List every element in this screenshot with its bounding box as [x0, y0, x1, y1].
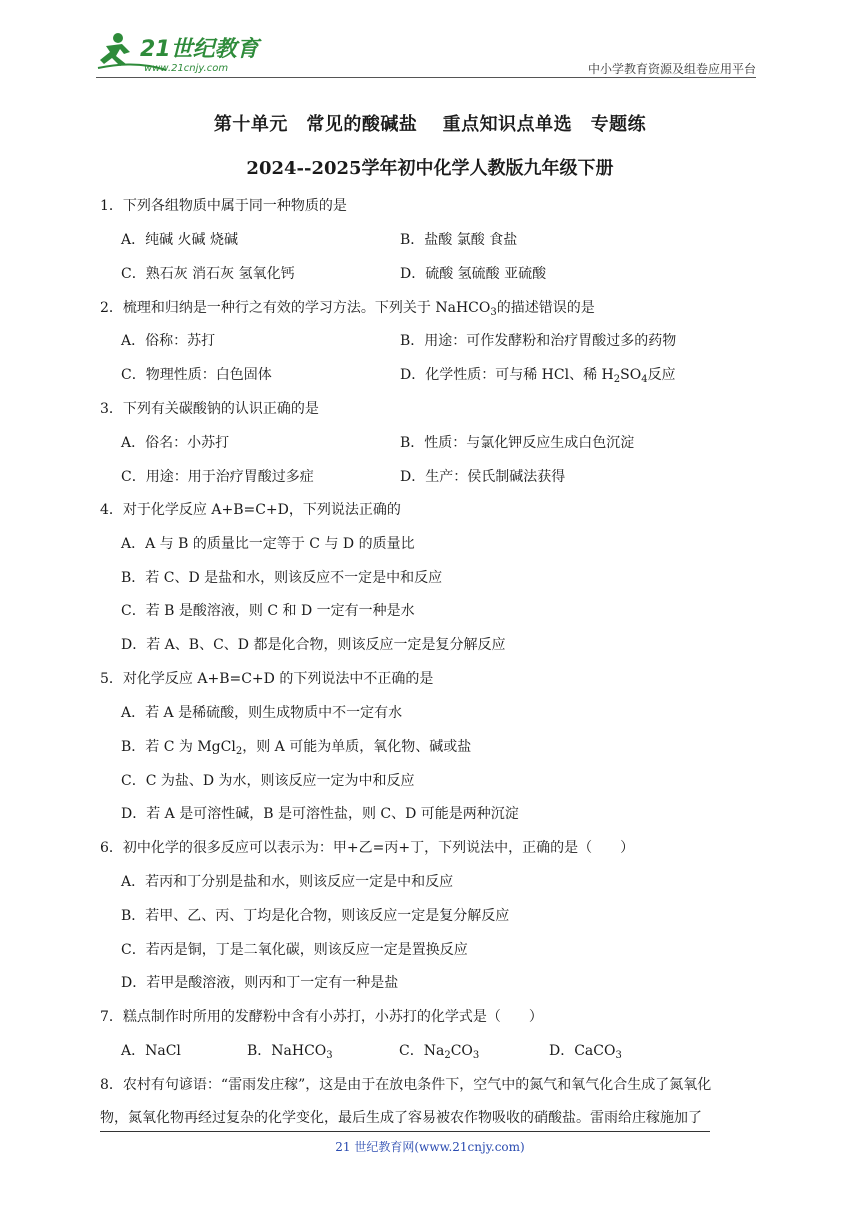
question-3-option-b: B．性质：与氯化钾反应生成白色沉淀: [400, 435, 635, 451]
question-7-option-c: C．$Na_2CO_3$: [399, 1043, 480, 1061]
question-4-option-c: C．若 B 是酸溶液，则 C 和 D 一定有一种是水: [121, 603, 415, 619]
question-5-option-a: A．若 A 是稀硫酸，则生成物质中不一定有水: [121, 705, 403, 721]
question-6-option-b: B．若甲、乙、丙、丁均是化合物，则该反应一定是复分解反应: [121, 908, 510, 924]
footer-divider: [100, 1131, 710, 1132]
question-6-option-d: D．若甲是酸溶液，则丙和丁一定有一种是盐: [121, 975, 399, 991]
page-header: [96, 30, 756, 78]
question-3-option-c: C．用途：用于治疗胃酸过多症: [121, 469, 314, 485]
question-2-option-c: C．物理性质：白色固体: [121, 367, 272, 383]
question-5-option-b: B．若 C 为 MgCl$_2$，则 A 可能为单质，氧化物、碱或盐: [121, 739, 472, 757]
question-3-stem: 3．下列有关碳酸钠的认识正确的是: [100, 401, 319, 417]
21cnjy-logo: [96, 30, 266, 74]
question-5-option-d: D．若 A 是可溶性碱，B 是可溶性盐，则 C、D 可能是两种沉淀: [121, 806, 519, 822]
question-8-stem-line-2: 物，氮氧化物再经过复杂的化学变化，最后生成了容易被农作物吸收的硝酸盐。雷雨给庄稼施加了: [100, 1110, 702, 1126]
question-3-option-a: A．俗名：小苏打: [121, 435, 230, 451]
page-subtitle: 2024--2025学年初中化学人教版九年级下册: [246, 158, 614, 179]
question-2-option-a: A．俗称：苏打: [121, 333, 216, 349]
svg-text:www.21cnjy.com: www.21cnjy.com: [144, 63, 229, 74]
question-6-stem: 6．初中化学的很多反应可以表示为：甲+乙=丙+丁，下列说法中，正确的是（ ）: [100, 840, 635, 856]
question-1-stem: 1．下列各组物质中属于同一种物质的是: [100, 198, 347, 214]
question-1-option-a: A．纯碱 火碱 烧碱: [121, 232, 239, 248]
question-6-option-c: C．若丙是铜，丁是二氧化碳，则该反应一定是置换反应: [121, 942, 468, 958]
svg-text:21世纪教育: 21世纪教育: [140, 37, 259, 62]
question-4-option-a: A．A 与 B 的质量比一定等于 C 与 D 的质量比: [121, 536, 415, 552]
question-7-option-a: A．NaCl: [121, 1043, 181, 1059]
question-2-stem: 2．梳理和归纳是一种行之有效的学习方法。下列关于 NaHCO$_3$的描述错误的是: [100, 300, 595, 318]
header-divider: [96, 77, 756, 78]
footer-link[interactable]: 21 世纪教育网(www.21cnjy.com): [335, 1140, 525, 1154]
question-4-option-d: D．若 A、B、C、D 都是化合物，则该反应一定是复分解反应: [121, 637, 506, 653]
question-5-stem: 5．对化学反应 A+B=C+D 的下列说法中不正确的是: [100, 671, 434, 687]
question-1-option-d: D．硫酸 氢硫酸 亚硫酸: [400, 266, 547, 282]
question-6-option-a: A．若丙和丁分别是盐和水，则该反应一定是中和反应: [121, 874, 454, 890]
question-7-option-d: D．CaCO$_3$: [549, 1043, 622, 1061]
question-3-option-d: D．生产：侯氏制碱法获得: [400, 469, 566, 485]
page-title: 第十单元 常见的酸碱盐 重点知识点单选 专题练: [213, 114, 647, 135]
question-1-option-c: C．熟石灰 消石灰 氢氧化钙: [121, 266, 295, 282]
platform-label: 中小学教育资源及组卷应用平台: [587, 62, 756, 76]
question-8-stem-line-1: 8．农村有句谚语：“雷雨发庄稼”，这是由于在放电条件下，空气中的氮气和氧气化合生成了氮氧化: [100, 1077, 712, 1093]
question-4-stem: 4．对于化学反应 A+B=C+D，下列说法正确的: [100, 502, 401, 518]
question-4-option-b: B．若 C、D 是盐和水，则该反应不一定是中和反应: [121, 570, 443, 586]
question-7-stem: 7．糕点制作时所用的发酵粉中含有小苏打，小苏打的化学式是（ ）: [100, 1009, 543, 1025]
question-1-option-b: B．盐酸 氯酸 食盐: [400, 232, 518, 248]
question-5-option-c: C．C 为盐、D 为水，则该反应一定为中和反应: [121, 773, 415, 789]
question-7-option-b: B．NaHCO$_3$: [247, 1043, 333, 1061]
question-2-option-d: D．化学性质：可与稀 HCl、稀 $H_2SO_4$反应: [400, 367, 676, 385]
question-2-option-b: B．用途：可作发酵粉和治疗胃酸过多的药物: [400, 333, 677, 349]
